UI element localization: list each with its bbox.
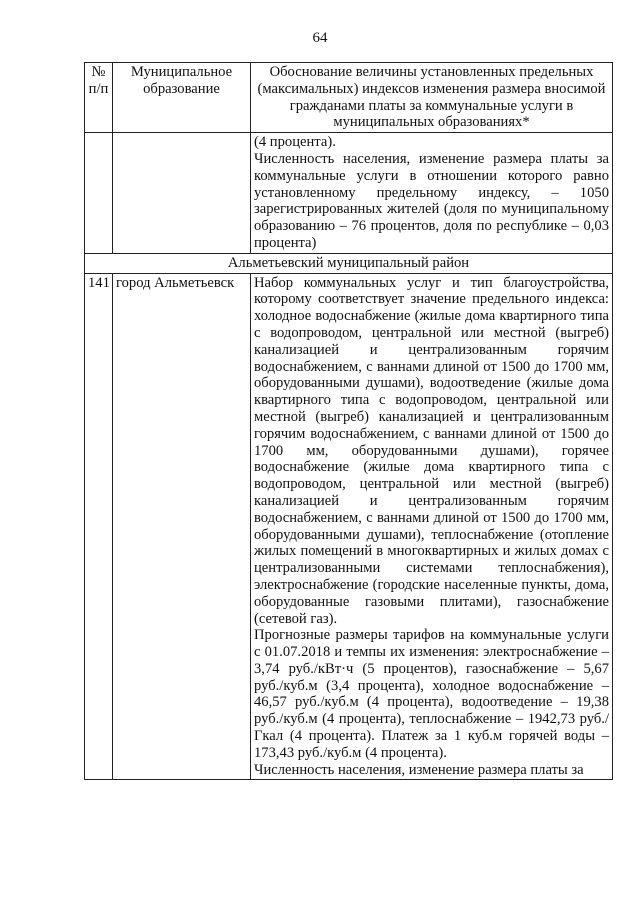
row-municipality: город Альметьевск: [113, 273, 251, 779]
row-number: 141: [85, 273, 113, 779]
continuation-text-cell: [251, 133, 613, 254]
header-municipality: Муниципальное образование: [113, 63, 251, 133]
continuation-line: (4 процента).: [254, 134, 336, 151]
continuation-municipality-cell: [113, 133, 251, 254]
continuation-number-cell: [85, 133, 113, 254]
justification-paragraph-1: Набор коммунальных услуг и тип благоустройства, которому соответствует значение предельного индекса: холодное водоснабжение (жилые дома квартирного типа с водопроводом, центральной или местной (выгреб) канализацией и централизованным горячим водоснабжением, с ваннами длиной от 1500 до 1700 мм, оборудованными душами), водоотведение (жилые дома квартирного типа с водопроводом, центральной или местной (выгреб) канализацией и централизованным горячим водоснабжением, с ваннами длиной от 1500 до 1700 мм, оборудованными душами), горячее водоснабжение (жилые дома квартирного типа с водопроводом, центральной или местной (выгреб) канализацией и централизованным горячим водоснабжением, с ваннами длиной от 1500 до 1700 мм, оборудованными душами), теплоснабжение (отопление жилых помещений в многоквартирных и жилых домах с централизованными системами теплоснабжения), электроснабжение (городские населенные пункты, дома, оборудованные газовыми плитами), газоснабжение (сетевой газ).: [254, 274, 609, 627]
justification-paragraph-2: Прогнозные размеры тарифов на коммунальные услуги с 01.07.2018 и темпы их изменения: электроснабжение – 3,74 руб./кВт·ч (5 процентов), газоснабжение – 5,67 руб./куб.м (3,4 процента), холодное водоснабжение – 46,57 руб./куб.м (4 процента), водоотведение – 19,38 руб./куб.м (4 процента), теплоснабжение – 1942,73 руб./Гкал (4 процента). Платеж за 1 куб.м горячей воды – 173,43 руб./куб.м (4 процента).: [254, 627, 609, 761]
header-number: № п/п: [85, 63, 113, 133]
row-justification: [251, 273, 613, 779]
section-title: Альметьевский муниципальный район: [85, 253, 613, 273]
tariff-table: [84, 62, 613, 780]
continuation-row: [85, 133, 613, 254]
table-header-row: [85, 63, 613, 133]
continuation-paragraph: Численность населения, изменение размера платы за коммунальные услуги в отношении которого равно установленному предельному индексу, – 1050 зарегистрированных жителей (доля по муниципальному образованию – 76 процентов, доля по республике – 0,03 процента): [254, 150, 609, 251]
justification-paragraph-3: Численность населения, изменение размера платы за: [254, 761, 584, 778]
page-number: 64: [312, 30, 328, 46]
section-row: [85, 253, 613, 273]
header-justification: Обоснование величины установленных предельных (максимальных) индексов изменения размера вносимой гражданами платы за коммунальные услуги в муниципальных образованиях*: [251, 63, 613, 133]
table-row: [85, 273, 613, 779]
